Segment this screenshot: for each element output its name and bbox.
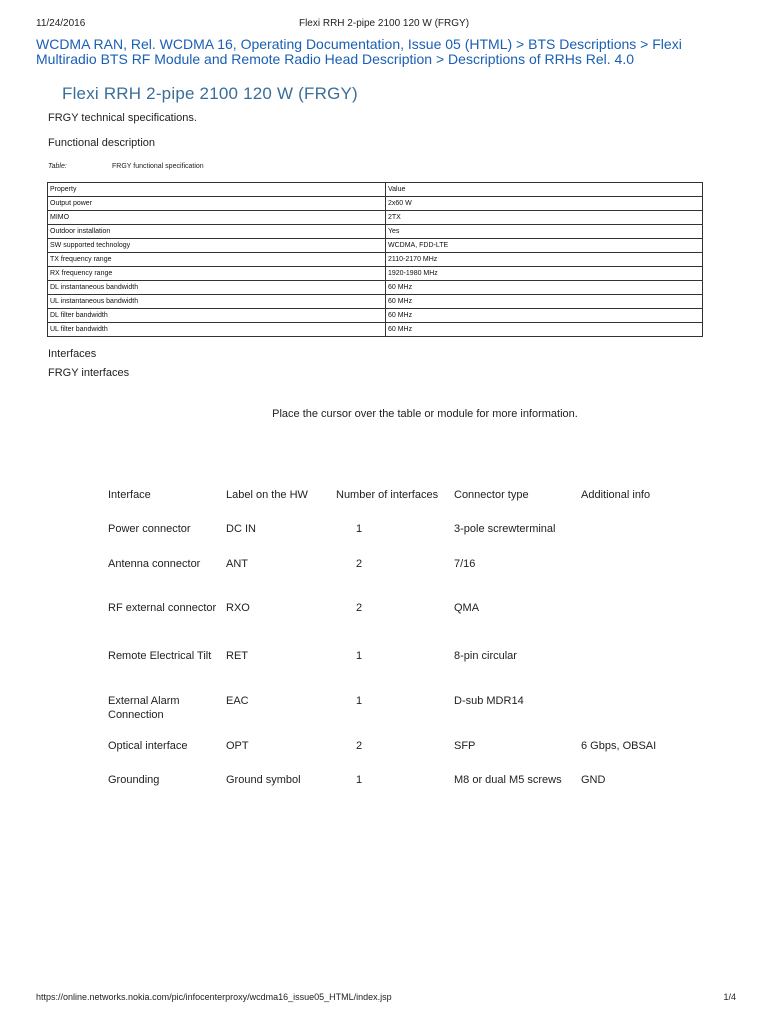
column-header: Number of interfaces (336, 489, 439, 501)
table-cell: Optical interface (108, 740, 188, 752)
column-header: Interface (108, 489, 151, 501)
table-row (48, 211, 703, 225)
table-cell: DL instantaneous bandwidth (48, 281, 386, 295)
table-cell: 2 (356, 602, 363, 614)
table-cell: RET (226, 650, 248, 662)
table-cell: DL filter bandwidth (48, 309, 386, 323)
table-cell: TX frequency range (48, 253, 386, 267)
table-cell: 1 (356, 523, 363, 535)
page-title: Flexi RRH 2-pipe 2100 120 W (FRGY) (62, 84, 358, 103)
table-row (48, 267, 703, 281)
table-row (108, 649, 701, 694)
table-cell: Yes (386, 225, 703, 239)
table-cell: OPT (226, 740, 249, 752)
print-title: Flexi RRH 2-pipe 2100 120 W (FRGY) (298, 18, 470, 29)
table-cell: 2x60 W (386, 197, 703, 211)
spec-table (47, 182, 703, 337)
table-cell: 1 (356, 650, 363, 662)
breadcrumb-link-operating-documentation[interactable]: WCDMA RAN, Rel. WCDMA 16, Operating Documentation, Issue 05 (HTML) (36, 36, 513, 52)
table-cell (581, 694, 701, 739)
column-header: Connector type (454, 489, 529, 501)
interface-table (108, 480, 701, 787)
spec-table-caption (48, 163, 204, 170)
table-cell: UL instantaneous bandwidth (48, 295, 386, 309)
table-cell: RX frequency range (48, 267, 386, 281)
table-cell (581, 557, 701, 601)
table-row (48, 197, 703, 211)
print-date: 11/24/2016 (36, 18, 86, 29)
table-cell: SFP (454, 740, 476, 752)
table-cell: Power connector (108, 523, 191, 535)
table-cell: Ground symbol (226, 774, 301, 786)
breadcrumb (36, 37, 736, 67)
table-cell: 60 MHz (386, 281, 703, 295)
table-row (48, 309, 703, 323)
table-row (48, 239, 703, 253)
breadcrumb-separator: > (640, 36, 649, 52)
table-row (48, 183, 703, 197)
table-row (108, 773, 701, 787)
table-row (48, 225, 703, 239)
table-cell: EAC (226, 695, 249, 707)
table-row (108, 601, 701, 649)
table-cell: Remote Electrical Tilt (108, 650, 212, 662)
table-cell: UL filter bandwidth (48, 323, 386, 337)
table-cell: Output power (48, 197, 386, 211)
table-cell: QMA (454, 602, 480, 614)
table-cell: 1 (356, 695, 363, 707)
table-cell: Outdoor installation (48, 225, 386, 239)
breadcrumb-link-rf-module-description[interactable]: Flexi Multiradio BTS RF Module and Remote Radio Head Description (36, 36, 682, 67)
table-cell: WCDMA, FDD-LTE (386, 239, 703, 253)
table-cell (581, 601, 701, 649)
page-number: 1/4 (723, 992, 736, 1002)
table-cell: ANT (226, 558, 248, 570)
print-footer (0, 992, 768, 1006)
breadcrumb-link-bts-descriptions[interactable]: BTS Descriptions (528, 36, 637, 52)
print-url: https://online.networks.nokia.com/pic/infocenterproxy/wcdma16_issue05_HTML/index.jsp (36, 992, 392, 1002)
intro-text: FRGY technical specifications. (48, 112, 197, 124)
table-row (48, 281, 703, 295)
column-header: Label on the HW (226, 489, 308, 501)
table-cell: RXO (226, 602, 250, 614)
table-cell: 60 MHz (386, 323, 703, 337)
table-cell: Property (48, 183, 386, 197)
table-cell: 1920-1980 MHz (386, 267, 703, 281)
frgy-interfaces-heading: FRGY interfaces (48, 367, 130, 379)
table-row (108, 739, 701, 773)
breadcrumb-separator: > (516, 36, 525, 52)
column-header: Additional info (581, 489, 651, 501)
table-cell: Value (386, 183, 703, 197)
table-row (48, 295, 703, 309)
table-cell: M8 or dual M5 screws (454, 774, 562, 786)
table-cell: RF external connector (108, 602, 217, 614)
table-cell: 60 MHz (386, 295, 703, 309)
spec-table-label: Table: (48, 163, 67, 170)
table-cell: 2 (356, 558, 363, 570)
table-row (108, 522, 701, 557)
table-cell: Grounding (108, 774, 160, 786)
table-cell: 60 MHz (386, 309, 703, 323)
table-row (48, 253, 703, 267)
breadcrumb-link-rrh-descriptions[interactable]: Descriptions of RRHs Rel. 4.0 (448, 51, 634, 67)
table-row (108, 694, 701, 739)
table-cell: 2 (356, 740, 363, 752)
table-row (108, 557, 701, 601)
table-cell: DC IN (226, 523, 256, 535)
table-cell: External Alarm Connection (108, 695, 180, 721)
table-row (48, 323, 703, 337)
table-cell: SW supported technology (48, 239, 386, 253)
table-cell: 3-pole screwterminal (454, 523, 556, 535)
print-header (0, 18, 768, 32)
table-header-row (108, 480, 701, 522)
cursor-hint-text: Place the cursor over the table or module for more information. (272, 408, 578, 420)
table-cell: D-sub MDR14 (454, 695, 524, 707)
table-cell: MIMO (48, 211, 386, 225)
table-cell: 7/16 (454, 558, 476, 570)
interfaces-heading: Interfaces (48, 348, 97, 360)
functional-description-heading: Functional description (48, 137, 156, 149)
table-cell (581, 649, 701, 694)
table-cell: 2TX (386, 211, 703, 225)
table-cell: 8-pin circular (454, 650, 517, 662)
spec-table-caption-text: FRGY functional specification (112, 163, 204, 170)
table-cell: Antenna connector (108, 558, 201, 570)
breadcrumb-separator: > (435, 51, 445, 67)
table-cell: GND (581, 774, 606, 786)
table-cell: 1 (356, 774, 363, 786)
table-cell: 2110-2170 MHz (386, 253, 703, 267)
table-cell (581, 522, 701, 557)
table-cell: 6 Gbps, OBSAI (581, 740, 657, 752)
